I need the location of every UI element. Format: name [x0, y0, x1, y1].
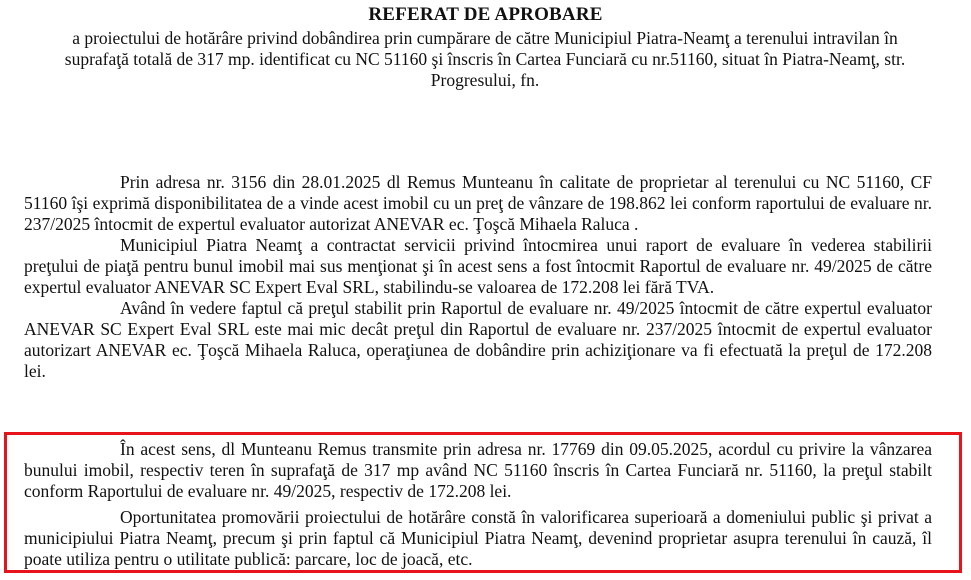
- body-section-upper: [24, 172, 932, 382]
- document-subtitle: a proiectului de hotărâre privind dobândirea prin cumpărare de către Municipiul Piatra-Neamţ a terenului intravilan în suprafaţă totală de 317 mp. identificat cu NC 51160 şi înscris în Cartea Funciară cu nr.51160, situat în Piatra-Neamţ, str. Progresului, fn.: [64, 28, 906, 90]
- paragraph-evaluation-contract: Municipiul Piatra Neamţ a contractat servicii privind întocmirea unui raport de evaluare în vederea stabilirii preţului de piaţă pentru bunul imobil mai sus menţionat şi în acest sens a fost întocmit Raportul de evaluare nr. 49/2025 de către expertul evaluator ANEVAR SC Expert Eval SRL, stabilindu-se valoarea de 172.208 lei fără TVA.: [24, 235, 932, 297]
- paragraph-seller-agreement: În acest sens, dl Munteanu Remus transmite prin adresa nr. 17769 din 09.05.2025, acordul cu privire la vânzarea bunului imobil, respectiv teren în suprafaţă de 317 mp având NC 51160 înscris în Cartea Funciară nr. 51160, la preţul stabilt conform Raportului de evaluare nr. 49/2025, respectiv de 172.208 lei.: [24, 439, 932, 501]
- highlight-annotation-box: [4, 432, 962, 573]
- document-title: REFERAT DE APROBARE: [368, 4, 603, 25]
- paragraph-offer: Prin adresa nr. 3156 din 28.01.2025 dl Remus Munteanu în calitate de proprietar al terenului cu NC 51160, CF 51160 îşi exprimă disponibilitatea de a vinde acest imobil cu un preţ de vânzare de 198.862 lei conform raportului de evaluare nr. 237/2025 întocmit de expertul evaluator autorizat ANEVAR ec. Ţoşcă Mihaela Raluca .: [24, 172, 932, 234]
- paragraph-opportunity: Oportunitatea promovării proiectului de hotărâre constă în valorificarea superioară a domeniului public şi privat a municipiului Piatra Neamţ, precum şi prin faptul că Municipiul Piatra Neamţ, devenind proprietar asupra terenului în cauză, îl poate utiliza pentru o utilitate publică: parcare, loc de joacă, etc.: [24, 507, 932, 569]
- paragraph-price-comparison: Având în vedere faptul că preţul stabilit prin Raportul de evaluare nr. 49/2025 întocmit de către expertul evaluator ANEVAR SC Expert Eval SRL este mai mic decât preţul din Raportul de evaluare nr. 237/2025 întocmit de expertul evaluator autorizart ANEVAR ec. Ţoşcă Mihaela Raluca, operaţiunea de dobândire prin achiziţionare va fi efectuată la preţul de 172.208 lei.: [24, 298, 932, 381]
